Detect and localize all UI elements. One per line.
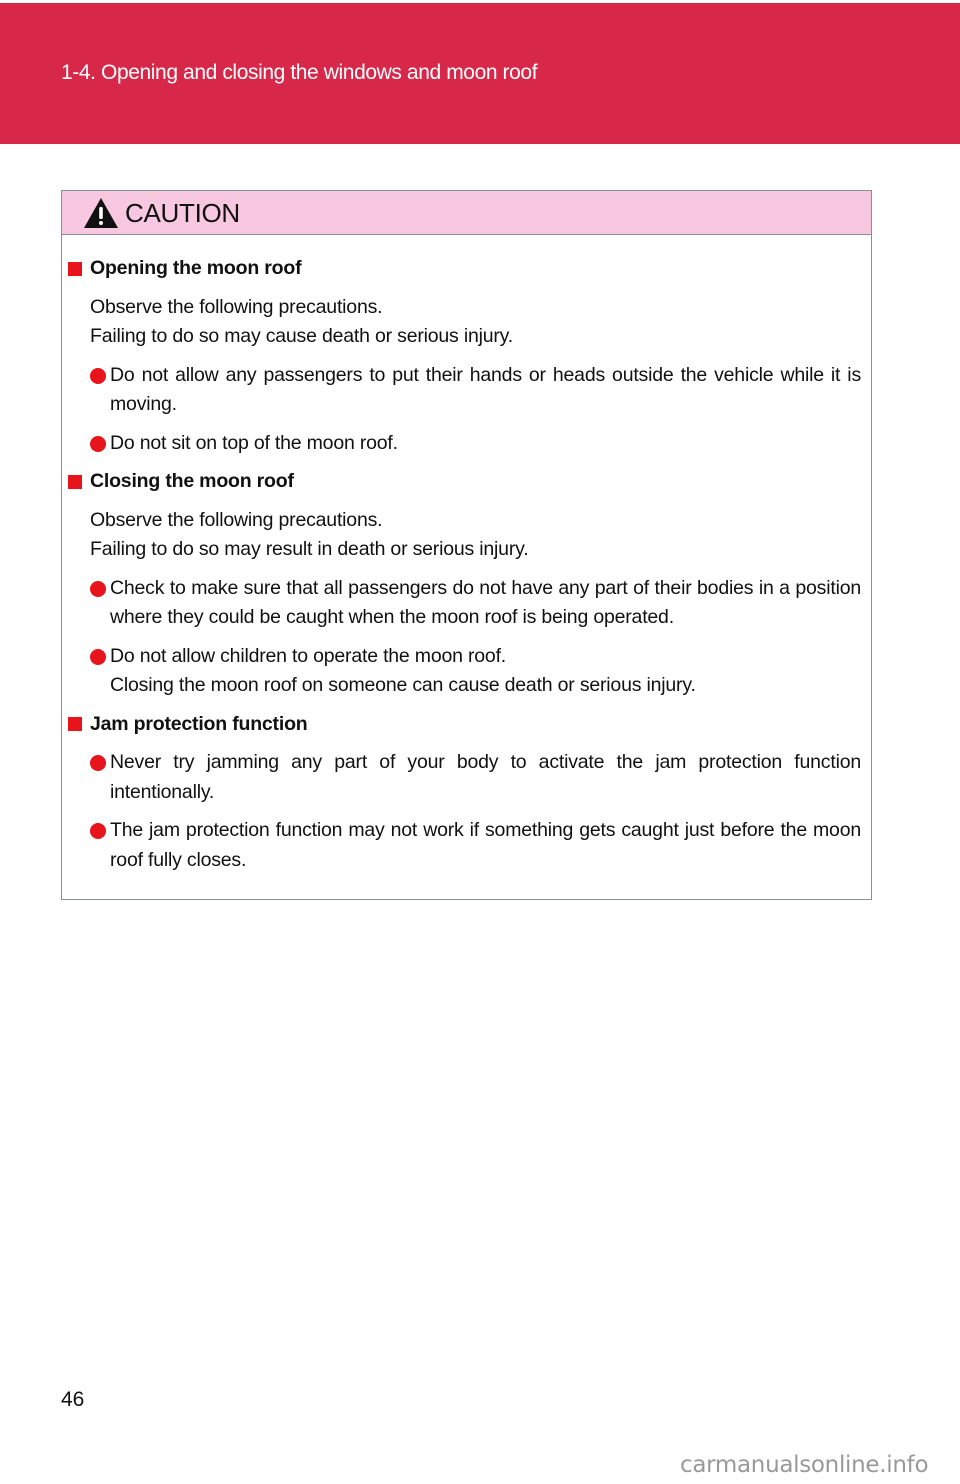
section-heading: Opening the moon roof: [68, 254, 861, 284]
round-bullet-icon: [90, 581, 106, 597]
caution-label: CAUTION: [125, 198, 240, 228]
square-bullet-icon: [68, 262, 82, 276]
square-bullet-icon: [68, 717, 82, 731]
round-bullet-icon: [90, 649, 106, 665]
paragraph: Observe the following precautions. Failing to do so may result in death or serious injury.: [90, 508, 529, 560]
page-number: 46: [61, 1388, 85, 1411]
paragraph: Observe the following precautions. Failing to do so may cause death or serious injury.: [90, 295, 513, 347]
caution-header: [62, 191, 871, 235]
square-bullet-icon: [68, 475, 82, 489]
round-bullet-icon: [90, 436, 106, 452]
list-item: Check to make sure that all passengers do not have any part of their bodies in a position where they could be caught when the moon roof is being operated.: [90, 574, 861, 633]
list-item: The jam protection function may not work if something gets caught just before the moon roof fully closes.: [90, 816, 861, 875]
list-item: Do not sit on top of the moon roof.: [90, 429, 861, 459]
warning-triangle-icon: [83, 197, 119, 229]
round-bullet-icon: [90, 755, 106, 771]
section-heading: Closing the moon roof: [68, 467, 861, 497]
list-item: Do not allow children to operate the moon roof. Closing the moon roof on someone can cause death or serious injury.: [90, 642, 861, 701]
list-item: Never try jamming any part of your body to activate the jam protection function intentionally.: [90, 748, 861, 807]
chapter-header: [0, 3, 960, 144]
round-bullet-icon: [90, 823, 106, 839]
chapter-title: 1-4. Opening and closing the windows and moon roof: [61, 61, 538, 84]
watermark: carmanualsonline.info: [680, 1452, 929, 1478]
caution-box: [61, 190, 872, 900]
list-item: Do not allow any passengers to put their hands or heads outside the vehicle while it is moving.: [90, 361, 861, 420]
section-heading: Jam protection function: [68, 710, 861, 740]
round-bullet-icon: [90, 368, 106, 384]
